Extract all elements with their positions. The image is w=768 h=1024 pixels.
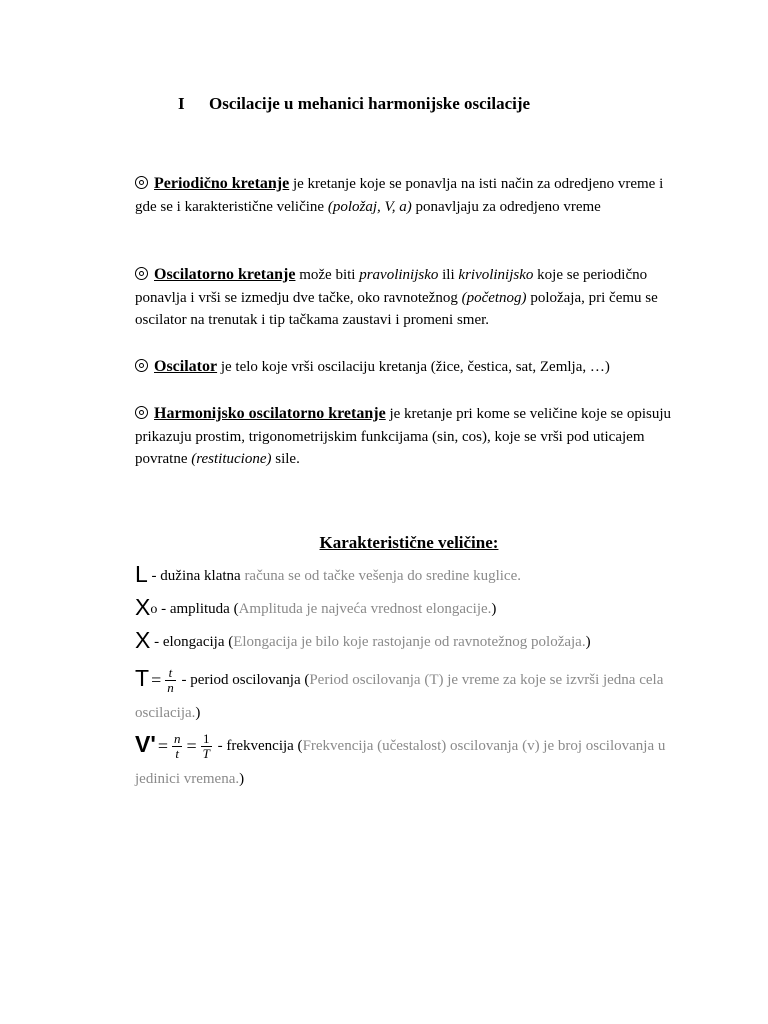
definition-harmonic-motion bbox=[135, 403, 675, 471]
circle-bullet-icon bbox=[135, 176, 148, 189]
page-title bbox=[178, 94, 530, 114]
definition-text: je kretanje pri kome se veličine koje se opisuju prikazuju prostim, trigonometrijskim funkcijama (sin, cos), koje se vrši pod uticajem povratne bbox=[135, 406, 672, 467]
definition-term: Oscilatorno kretanje bbox=[154, 266, 296, 283]
numerator: t bbox=[165, 666, 176, 681]
quantity-close: ) bbox=[195, 705, 201, 722]
chapter-title: Oscilacije u mehanici harmonijske oscilacije bbox=[209, 94, 531, 113]
quantity-note: Elongacija je bilo koje rastojanje od ravnotežnog položaja. bbox=[233, 634, 586, 650]
definition-oscillatory-motion bbox=[135, 264, 675, 332]
quantity-label: - frekvencija ( bbox=[213, 738, 303, 754]
denominator: n bbox=[167, 680, 174, 696]
numerator: 1 bbox=[201, 732, 212, 747]
definition-italic: pravolinijsko bbox=[359, 267, 439, 283]
definition-text: je kretanje koje se ponavlja na isti način za odredjeno vreme i gde se i karakteristične veličine bbox=[135, 176, 664, 215]
quantity-label: - amplituda ( bbox=[157, 601, 239, 617]
quantity-note: Period oscilovanja (T) je vreme za koje se izvrši jedna cela oscilacija. bbox=[135, 672, 664, 722]
definition-text: je telo koje vrši oscilaciju kretanja (žice, čestica, sat, Zemlja, …) bbox=[217, 359, 610, 375]
fraction bbox=[201, 732, 212, 761]
quantity-elongation bbox=[135, 629, 675, 653]
circle-bullet-icon bbox=[135, 267, 148, 280]
definition-term: Periodično kretanje bbox=[154, 175, 290, 192]
definition-periodic-motion bbox=[135, 173, 675, 218]
quantity-label: - period oscilovanja ( bbox=[177, 672, 310, 688]
circle-bullet-icon bbox=[135, 359, 148, 372]
fraction bbox=[165, 666, 176, 695]
quantity-note: Amplituda je najveća vrednost elongacije. bbox=[238, 601, 492, 617]
symbol: L bbox=[135, 561, 148, 587]
quantity-close: ) bbox=[585, 634, 591, 650]
denominator: T bbox=[202, 746, 210, 762]
fraction bbox=[172, 732, 183, 761]
definition-italic: krivolinijsko bbox=[458, 267, 534, 283]
numerator: n bbox=[173, 731, 181, 747]
symbol: T bbox=[135, 665, 150, 691]
equals-sign: = bbox=[151, 670, 162, 691]
definition-text: ili bbox=[438, 267, 459, 283]
circle-bullet-icon bbox=[135, 406, 148, 419]
quantity-note: Frekvencija (učestalost) oscilovanja (v) je broj oscilovanja u jedinici vremena. bbox=[135, 738, 666, 788]
quantity-label: - dužina klatna bbox=[147, 568, 245, 584]
definition-text: sile. bbox=[271, 451, 300, 467]
quantity-close: ) bbox=[239, 771, 245, 788]
definition-text: položaja, pri čemu se oscilator na trenutak i tip tačkama zaustavi i promeni smer. bbox=[135, 289, 658, 328]
quantity-period bbox=[135, 662, 675, 730]
quantity-frequency bbox=[135, 728, 675, 796]
definition-text: ponavljaju za odredjeno vreme bbox=[411, 198, 601, 215]
definition-italic: (restitucione) bbox=[191, 451, 272, 467]
equals-sign: = bbox=[186, 736, 197, 757]
quantity-close: ) bbox=[491, 601, 497, 617]
definition-term: Harmonijsko oscilatorno kretanje bbox=[154, 405, 386, 422]
quantity-note: računa se od tačke vešenja do sredine kuglice. bbox=[244, 568, 521, 584]
denominator: t bbox=[175, 746, 180, 762]
definition-text: koje se periodično ponavlja i vrši se izmedju dve tačke, oko ravnotežnog bbox=[135, 267, 648, 306]
symbol: V' bbox=[135, 731, 156, 757]
symbol-subscript: o bbox=[150, 602, 158, 617]
definition-term: Oscilator bbox=[154, 358, 218, 375]
definition-italic: (početnog) bbox=[461, 289, 527, 306]
quantity-label: - elongacija ( bbox=[150, 634, 234, 650]
quantity-length bbox=[135, 563, 675, 587]
quantity-amplitude bbox=[135, 596, 675, 621]
section-heading: Karakteristične veličine: bbox=[319, 533, 499, 552]
definition-text: može biti bbox=[295, 267, 360, 283]
symbol: X bbox=[135, 594, 151, 620]
definition-oscillator bbox=[135, 356, 675, 379]
equals-sign: = bbox=[157, 736, 168, 757]
chapter-number: I bbox=[178, 94, 185, 113]
symbol: X bbox=[135, 627, 151, 653]
definition-italic: (položaj, V, a) bbox=[327, 198, 412, 215]
